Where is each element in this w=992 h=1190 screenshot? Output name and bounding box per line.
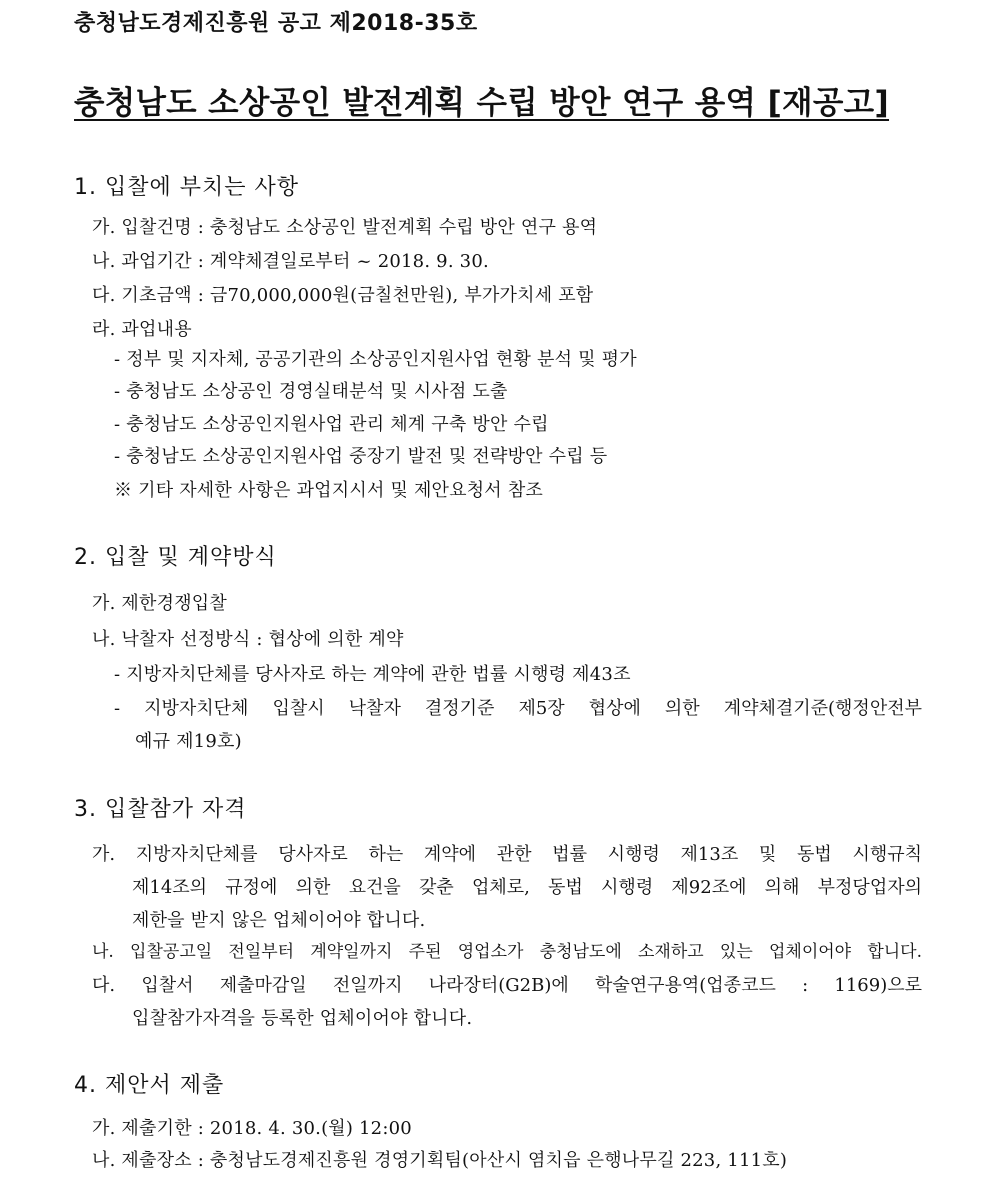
item-bid-name: 가. 입찰건명 : 충청남도 소상공인 발전계획 수립 방안 연구 용역: [92, 217, 598, 238]
law-bullet: - 지방자치단체를 당사자로 하는 계약에 관한 법률 시행령 제43조: [114, 664, 631, 685]
law-bullet-continuation: 예규 제19호): [135, 731, 242, 752]
submission-deadline: 가. 제출기한 : 2018. 4. 30.(월) 12:00: [92, 1118, 412, 1139]
eligibility-item: 나. 입찰공고일 전일부터 계약일까지 주된 영업소가 충청남도에 소재하고 있는 업체이어야 합니다.: [92, 942, 922, 962]
eligibility-item-continuation: 제14조의 규정에 의한 요건을 갖춘 업체로, 동법 시행령 제92조에 의해 부정당업자의: [132, 877, 922, 898]
reference-note: ※ 기타 자세한 사항은 과업지시서 및 제안요청서 참조: [114, 480, 543, 501]
item-selection-method: 나. 낙찰자 선정방식 : 협상에 의한 계약: [92, 629, 404, 650]
notice-number: 충청남도경제진흥원 공고 제2018-35호: [74, 11, 478, 36]
section-4-heading: 4. 제안서 제출: [74, 1073, 225, 1098]
eligibility-item: 가. 지방자치단체를 당사자로 하는 계약에 관한 법률 시행령 제13조 및 동법 시행규칙: [92, 844, 922, 865]
section-1-heading: 1. 입찰에 부치는 사항: [74, 175, 299, 200]
task-bullet: - 충청남도 소상공인지원사업 중장기 발전 및 전략방안 수립 등: [114, 446, 608, 467]
section-3-heading: 3. 입찰참가 자격: [74, 797, 247, 822]
item-task-period: 나. 과업기간 : 계약체결일로부터 ~ 2018. 9. 30.: [92, 251, 489, 272]
item-bid-type: 가. 제한경쟁입찰: [92, 593, 227, 614]
section-2-heading: 2. 입찰 및 계약방식: [74, 545, 277, 570]
task-bullet: - 충청남도 소상공인 경영실태분석 및 시사점 도출: [114, 381, 508, 402]
task-bullet: - 충청남도 소상공인지원사업 관리 체계 구축 방안 수립: [114, 414, 549, 435]
task-bullet: - 정부 및 지자체, 공공기관의 소상공인지원사업 현황 분석 및 평가: [114, 349, 637, 370]
law-bullet: - 지방자치단체 입찰시 낙찰자 결정기준 제5장 협상에 의한 계약체결기준(행정안전부: [114, 698, 922, 719]
item-task-content: 라. 과업내용: [92, 319, 192, 340]
document-title: 충청남도 소상공인 발전계획 수립 방안 연구 용역 [재공고]: [74, 85, 890, 121]
item-base-amount: 다. 기초금액 : 금70,000,000원(금칠천만원), 부가가치세 포함: [92, 285, 594, 306]
submission-place: 나. 제출장소 : 충청남도경제진흥원 경영기획팀(아산시 염치읍 은행나무길 223, 111호): [92, 1150, 788, 1171]
eligibility-item-continuation: 입찰참가자격을 등록한 업체이어야 합니다.: [132, 1008, 473, 1029]
eligibility-item-continuation: 제한을 받지 않은 업체이어야 합니다.: [132, 910, 426, 931]
eligibility-item: 다. 입찰서 제출마감일 전일까지 나라장터(G2B)에 학술연구용역(업종코드 : 1169)으로: [92, 975, 922, 996]
